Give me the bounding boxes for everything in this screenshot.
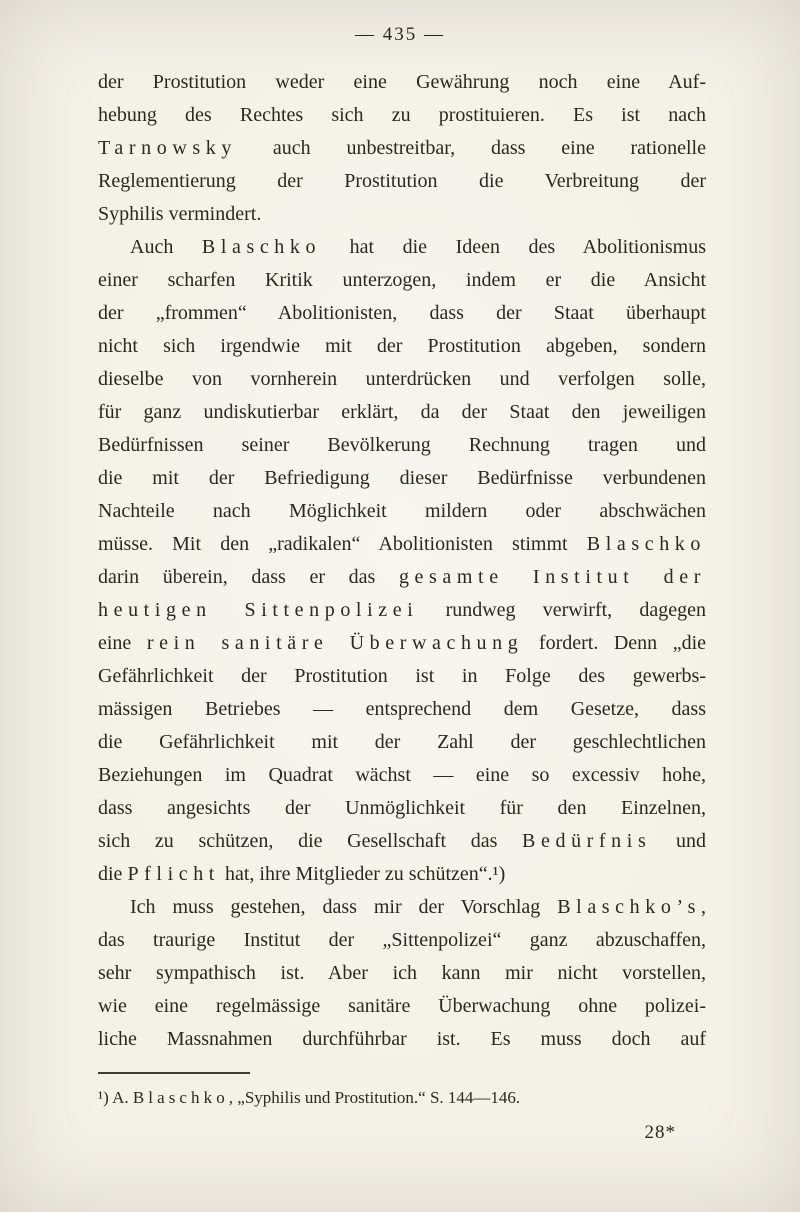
text-segment: wie eine regelmässige sanitäre Überwachung ohne polizei- [98,995,706,1017]
footnote-rule [98,1072,250,1074]
text-segment: einer scharfen Kritik unterzogen, indem er die Ansicht [98,269,706,291]
text-line [98,891,706,924]
text-segment: fordert. Denn „die [523,632,707,654]
text-segment: darin überein, dass er das [98,566,399,588]
text-segment: hat die Ideen des Abolitionismus [321,236,707,258]
text-segment: das traurige Institut der „Sittenpolizei“ ganz abzuschaffen, [98,929,706,951]
text-line [98,726,706,759]
text-segment: der Prostitution weder eine Gewährung noch eine Auf- [98,71,706,93]
text-segment: Syphilis vermindert. [98,203,262,225]
text-segment: hat, ihre Mitglieder zu schützen“.¹) [219,863,506,885]
text-segment: mässigen Betriebes — entsprechend dem Gesetze, dass [98,698,706,720]
text-line [98,66,706,99]
text-line [98,1023,706,1056]
text-line [98,759,706,792]
text-segment: ¹) A. [98,1088,133,1107]
text-line [98,165,706,198]
text-line [98,429,706,462]
emphasized-text: Pflicht [127,863,220,885]
text-segment: und [651,830,706,852]
text-line [98,693,706,726]
text-segment: Bedürfnissen seiner Bevölkerung Rechnung tragen und [98,434,706,456]
text-line [98,627,706,660]
text-segment: dass angesichts der Unmöglichkeit für den Einzelnen, [98,797,706,819]
text-segment: Gefährlichkeit der Prostitution ist in Folge des gewerbs- [98,665,706,687]
text-segment: Nachteile nach Möglichkeit mildern oder abschwächen [98,500,706,522]
text-line [98,99,706,132]
emphasized-text: gesamte Institut der [398,566,706,588]
text-line [98,363,706,396]
emphasized-text: Blaschko [201,236,322,258]
text-line [98,297,706,330]
emphasized-text: Blaschko [132,1088,229,1107]
text-segment: Beziehungen im Quadrat wächst — eine so excessiv hohe, [98,764,706,786]
text-line [98,561,706,594]
text-segment: die [98,863,128,885]
text-segment: müsse. Mit den „radikalen“ Abolitionisten stimmt [98,533,587,555]
text-line [98,594,706,627]
text-segment: auch unbestreitbar, dass eine rationelle [236,137,706,159]
text-line [98,132,706,165]
text-line [98,495,706,528]
text-line [98,858,706,891]
text-segment: Reglementierung der Prostitution die Verbreitung der [98,170,706,192]
emphasized-text: Bedürfnis [522,830,652,852]
text-line [98,462,706,495]
text-segment: Ich muss gestehen, dass mir der Vorschlag [130,896,558,918]
text-segment: Auch [130,236,202,258]
emphasized-text: heutigen Sittenpolizei [98,599,419,621]
text-line [98,528,706,561]
emphasized-text: Blaschko’s [557,896,701,918]
text-segment: , [701,896,706,918]
text-line [98,825,706,858]
text-block [98,66,706,1056]
text-line [98,231,706,264]
text-segment: die mit der Befriedigung dieser Bedürfnisse verbundenen [98,467,706,489]
text-segment: liche Massnahmen durchführbar ist. Es muss doch auf [98,1028,706,1050]
footnote [98,1086,706,1110]
text-line [98,957,706,990]
text-segment: eine [98,632,147,654]
text-line [98,792,706,825]
text-segment: die Gefährlichkeit mit der Zahl der geschlechtlichen [98,731,706,753]
text-line [98,396,706,429]
text-line [98,924,706,957]
text-line [98,330,706,363]
text-segment: rundweg verwirft, dagegen [418,599,706,621]
emphasized-text: Blaschko [586,533,706,555]
text-line [98,198,706,231]
text-segment: für ganz undiskutierbar erklärt, da der Staat den jeweiligen [98,401,706,423]
text-line [98,264,706,297]
page-number: — 435 — [355,24,445,45]
text-segment: sich zu schützen, die Gesellschaft das [98,830,523,852]
text-segment: nicht sich irgendwie mit der Prostitution abgeben, sondern [98,335,706,357]
text-segment: dieselbe von vornherein unterdrücken und verfolgen solle, [98,368,706,390]
text-segment: der „frommen“ Abolitionisten, dass der Staat überhaupt [98,302,706,324]
text-line [98,660,706,693]
emphasized-text: Tarnowsky [98,137,237,159]
text-segment: , „Syphilis und Prostitution.“ S. 144—146. [228,1088,521,1107]
signature-mark [98,1122,706,1144]
emphasized-text: rein sanitäre Überwachung [146,632,524,654]
text-segment: sehr sympathisch ist. Aber ich kann mir nicht vorstellen, [98,962,706,984]
text-segment: hebung des Rechtes sich zu prostituieren. Es ist nach [98,104,706,126]
text-line [98,990,706,1023]
signature-text: 28* [644,1122,676,1143]
